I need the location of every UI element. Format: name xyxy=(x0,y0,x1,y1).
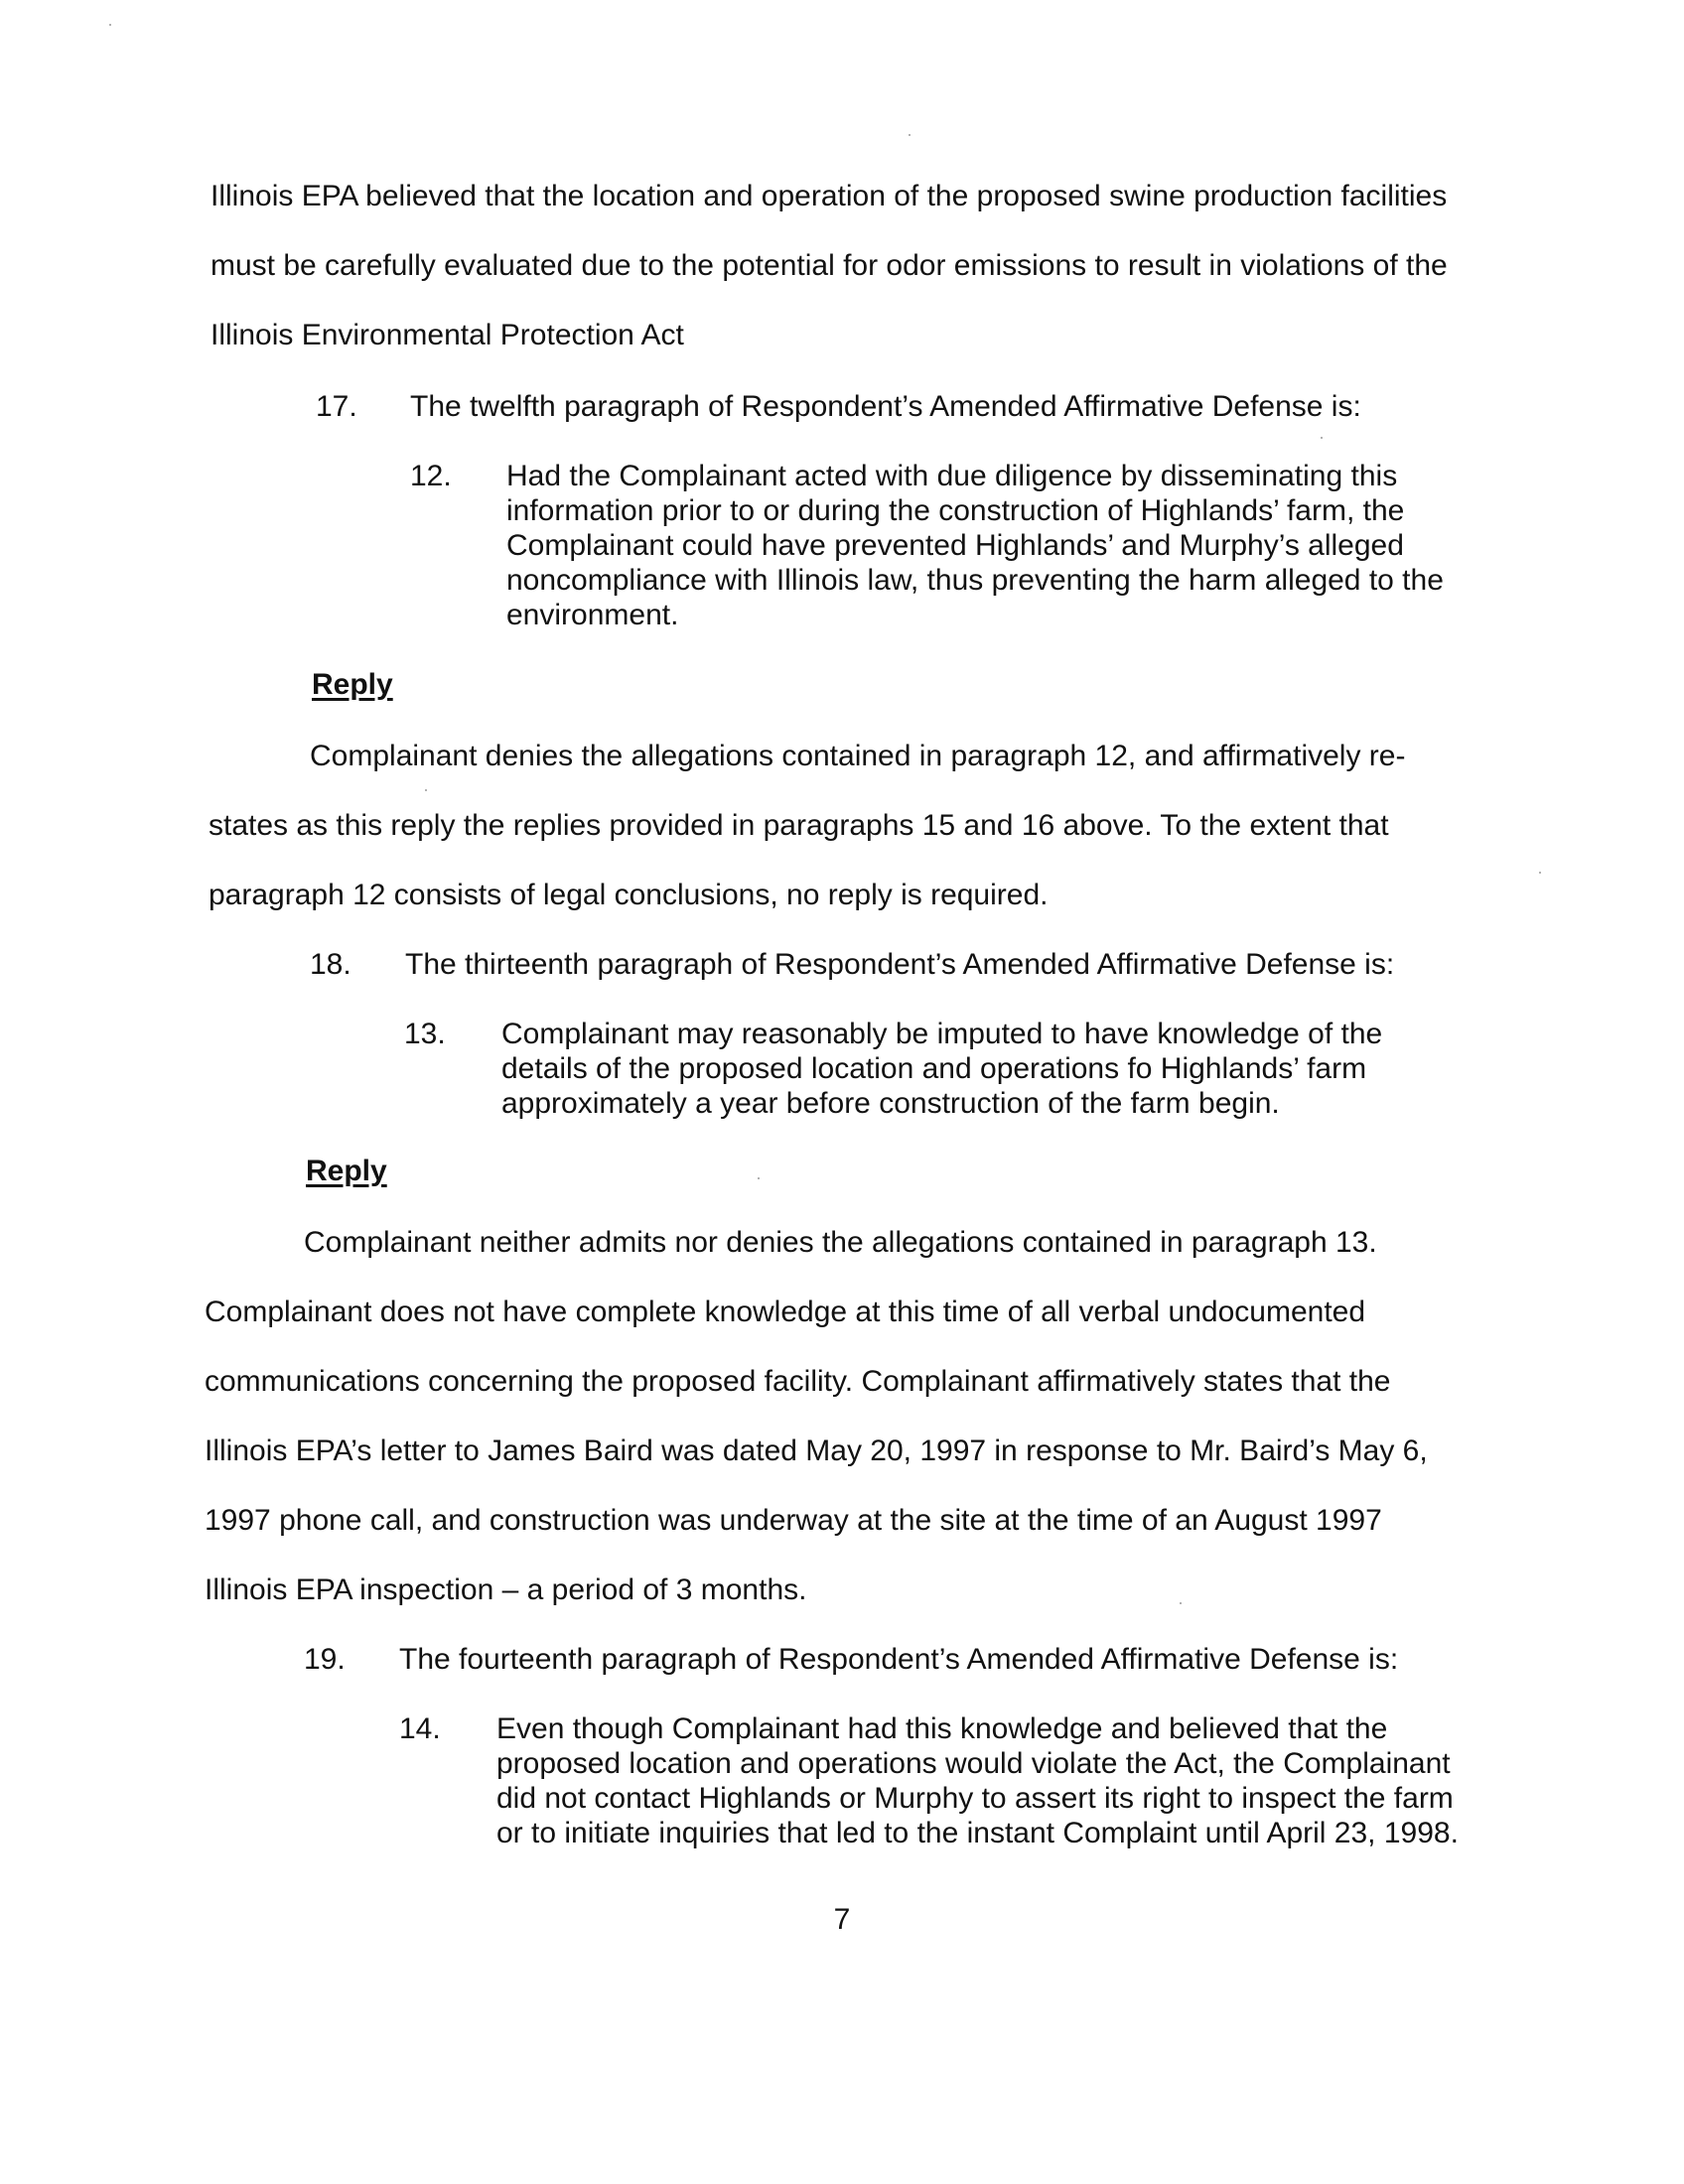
scan-speck xyxy=(425,789,427,791)
quoted-paragraph xyxy=(496,1711,1460,1850)
quoted-line: proposed location and operations would violate the Act, the Complainant xyxy=(496,1747,1451,1780)
scan-speck xyxy=(909,134,911,136)
quoted-line: environment. xyxy=(506,599,679,631)
intro-line: must be carefully evaluated due to the potential for odor emissions to result in violations of the xyxy=(210,249,1448,282)
quoted-paragraph-number: 13. xyxy=(404,1018,446,1050)
quoted-line: information prior to or during the construction of Highlands’ farm, the xyxy=(506,494,1405,527)
reply-line: communications concerning the proposed facility. Complainant affirmatively states that the xyxy=(205,1365,1391,1398)
reply-line: Complainant does not have complete knowledge at this time of all verbal undocumented xyxy=(205,1296,1366,1328)
scan-speck xyxy=(1539,872,1541,874)
reply-line: states as this reply the replies provided in paragraphs 15 and 16 above. To the extent that xyxy=(209,809,1389,842)
quoted-paragraph xyxy=(501,1017,1465,1121)
scan-speck xyxy=(1180,1602,1182,1604)
reply-line: Illinois EPA’s letter to James Baird was dated May 20, 1997 in response to Mr. Baird’s May 6, xyxy=(205,1434,1428,1467)
paragraph-intro: The twelfth paragraph of Respondent’s Amended Affirmative Defense is: xyxy=(410,390,1361,423)
page-number: 7 xyxy=(833,1903,851,1936)
scan-speck xyxy=(758,1177,760,1179)
intro-line: Illinois EPA believed that the location and operation of the proposed swine production facilities xyxy=(210,180,1448,212)
paragraph-intro: The fourteenth paragraph of Respondent’s Amended Affirmative Defense is: xyxy=(399,1643,1399,1676)
reply-line: paragraph 12 consists of legal conclusions, no reply is required. xyxy=(209,879,1049,911)
quoted-line: noncompliance with Illinois law, thus preventing the harm alleged to the xyxy=(506,564,1444,597)
intro-line: Illinois Environmental Protection Act xyxy=(210,319,684,351)
quoted-line: Had the Complainant acted with due diligence by disseminating this xyxy=(506,460,1398,492)
reply-heading: Reply xyxy=(312,668,393,701)
quoted-line: details of the proposed location and operations fo Highlands’ farm xyxy=(501,1052,1367,1085)
reply-line: 1997 phone call, and construction was underway at the site at the time of an August 1997 xyxy=(205,1504,1382,1537)
quoted-paragraph-number: 14. xyxy=(399,1712,441,1745)
paragraph-number: 18. xyxy=(310,948,351,981)
reply-line: Complainant neither admits nor denies the allegations contained in paragraph 13. xyxy=(304,1226,1377,1259)
quoted-line: did not contact Highlands or Murphy to assert its right to inspect the farm xyxy=(496,1782,1454,1815)
quoted-line: approximately a year before construction of the farm begin. xyxy=(501,1087,1280,1120)
reply-line: Illinois EPA inspection – a period of 3 months. xyxy=(205,1573,807,1606)
quoted-paragraph-number: 12. xyxy=(410,460,452,492)
quoted-line: Complainant could have prevented Highlands’ and Murphy’s alleged xyxy=(506,529,1404,562)
paragraph-number: 19. xyxy=(304,1643,346,1676)
scan-speck xyxy=(1321,437,1323,439)
scan-speck xyxy=(109,24,111,26)
paragraph-number: 17. xyxy=(316,390,357,423)
quoted-paragraph xyxy=(506,459,1470,632)
quoted-line: or to initiate inquiries that led to the instant Complaint until April 23, 1998. xyxy=(496,1817,1459,1849)
quoted-line: Even though Complainant had this knowledge and believed that the xyxy=(496,1712,1388,1745)
paragraph-intro: The thirteenth paragraph of Respondent’s Amended Affirmative Defense is: xyxy=(405,948,1395,981)
reply-line: Complainant denies the allegations contained in paragraph 12, and affirmatively re- xyxy=(310,740,1406,772)
reply-heading: Reply xyxy=(306,1155,387,1187)
quoted-line: Complainant may reasonably be imputed to have knowledge of the xyxy=(501,1018,1383,1050)
